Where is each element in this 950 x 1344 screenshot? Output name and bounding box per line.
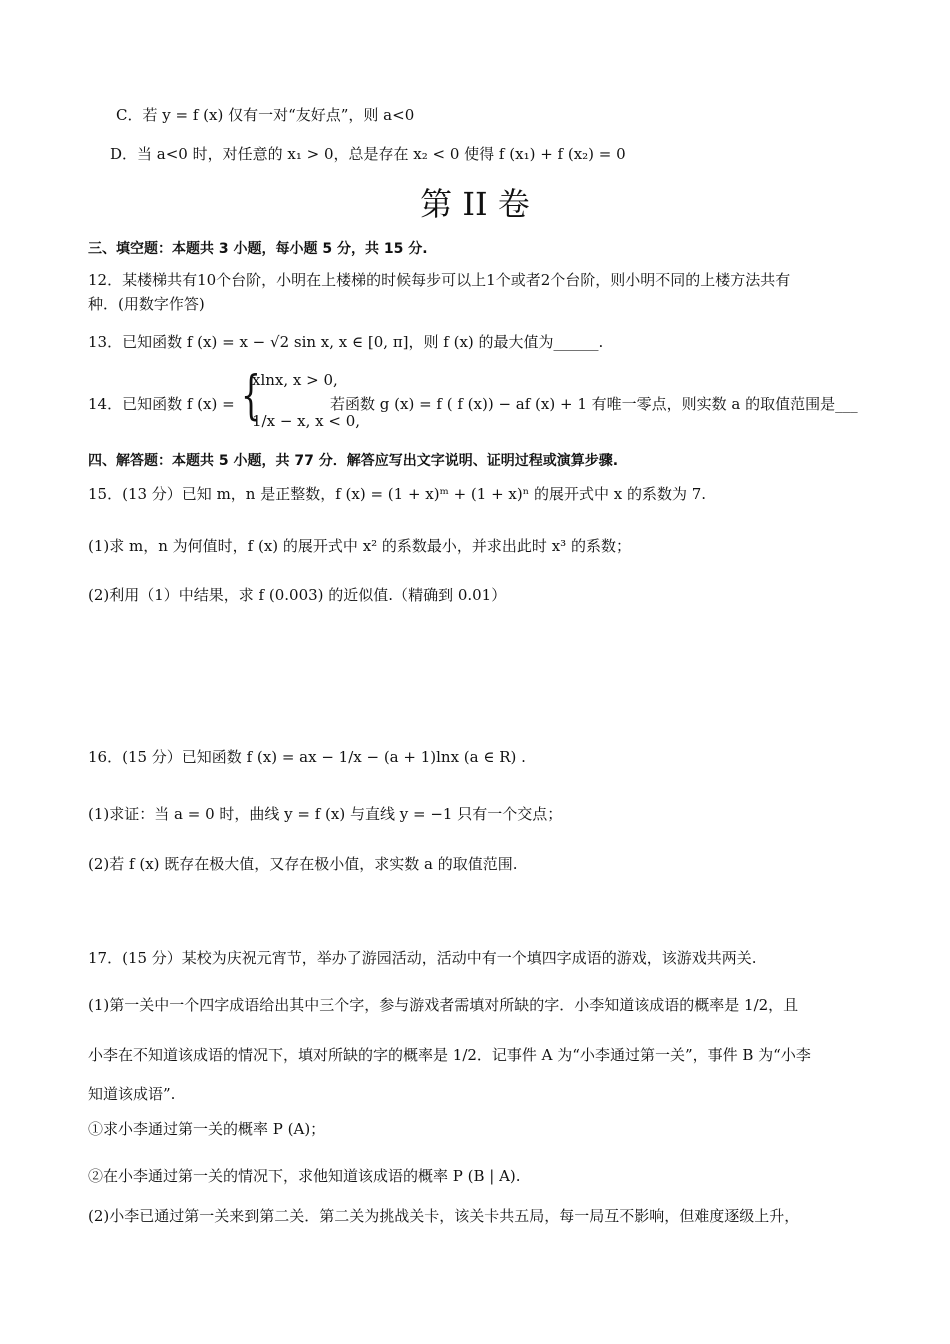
question-12-line2: 种．(用数字作答) (88, 295, 205, 313)
section-fill-in-header: 三、填空题：本题共 3 小题，每小题 5 分，共 15 分. (88, 241, 428, 257)
question-17-part1-line1: (1)第一关中一个四字成语给出其中三个字，参与游戏者需填对所缺的字．小李知道该成语的概率是 1/2，且 (88, 996, 799, 1014)
question-17-sub1: ①求小李通过第一关的概率 P (A)； (88, 1120, 326, 1138)
question-14-prefix: 14．已知函数 f (x) = (88, 395, 235, 413)
question-14-suffix: 若函数 g (x) = f ( f (x)) − af (x) + 1 有唯一零点，则实数 a 的取值范围是___ (330, 395, 858, 413)
option-d: D．当 a<0 时，对任意的 x₁ > 0，总是存在 x₂ < 0 使得 f (x₁) + f (x₂) = 0 (110, 145, 626, 163)
question-13: 13．已知函数 f (x) = x − √2 sin x, x ∈ [0, π]，则 f (x) 的最大值为______. (88, 333, 604, 351)
question-14-case1: xlnx, x > 0, (252, 371, 338, 389)
question-16-part2: (2)若 f (x) 既存在极大值，又存在极小值，求实数 a 的取值范围. (88, 855, 518, 873)
question-15-stem: 15．(13 分）已知 m，n 是正整数，f (x) = (1 + x)ᵐ + (1 + x)ⁿ 的展开式中 x 的系数为 7. (88, 485, 707, 503)
question-16-stem: 16．(15 分）已知函数 f (x) = ax − 1/x − (a + 1)lnx (a ∈ R) . (88, 748, 526, 766)
question-15-part2: (2)利用（1）中结果，求 f (0.003) 的近似值.（精确到 0.01） (88, 586, 507, 604)
question-17-part1-line2: 小李在不知道该成语的情况下，填对所缺的字的概率是 1/2．记事件 A 为“小李通过第一关”，事件 B 为“小李 (88, 1046, 811, 1064)
question-17-stem: 17．(15 分）某校为庆祝元宵节，举办了游园活动，活动中有一个填四字成语的游戏，该游戏共两关. (88, 949, 757, 967)
option-c: C．若 y = f (x) 仅有一对“友好点”，则 a<0 (116, 106, 415, 124)
piecewise-brace: { (241, 366, 261, 426)
question-14-case2: 1/x − x, x < 0, (252, 412, 361, 430)
question-17-sub2: ②在小李通过第一关的情况下，求他知道该成语的概率 P (B | A). (88, 1167, 521, 1185)
question-15-part1: (1)求 m，n 为何值时，f (x) 的展开式中 x² 的系数最小，并求出此时 x³ 的系数； (88, 537, 631, 555)
question-16-part1: (1)求证：当 a = 0 时，曲线 y = f (x) 与直线 y = −1 只有一个交点； (88, 805, 563, 823)
question-17-part2: (2)小李已通过第一关来到第二关．第二关为挑战关卡，该关卡共五局，每一局互不影响，但难度逐级上升， (88, 1207, 800, 1225)
question-12-line1: 12．某楼梯共有10个台阶，小明在上楼梯的时候每步可以上1个或者2个台阶，则小明不同的上楼方法共有 (88, 271, 791, 289)
question-17-part1-line3: 知道该成语”. (88, 1085, 176, 1103)
section-answer-header: 四、解答题：本题共 5 小题，共 77 分．解答应写出文字说明、证明过程或演算步骤. (88, 453, 619, 469)
part-title: 第 II 卷 (420, 185, 530, 223)
